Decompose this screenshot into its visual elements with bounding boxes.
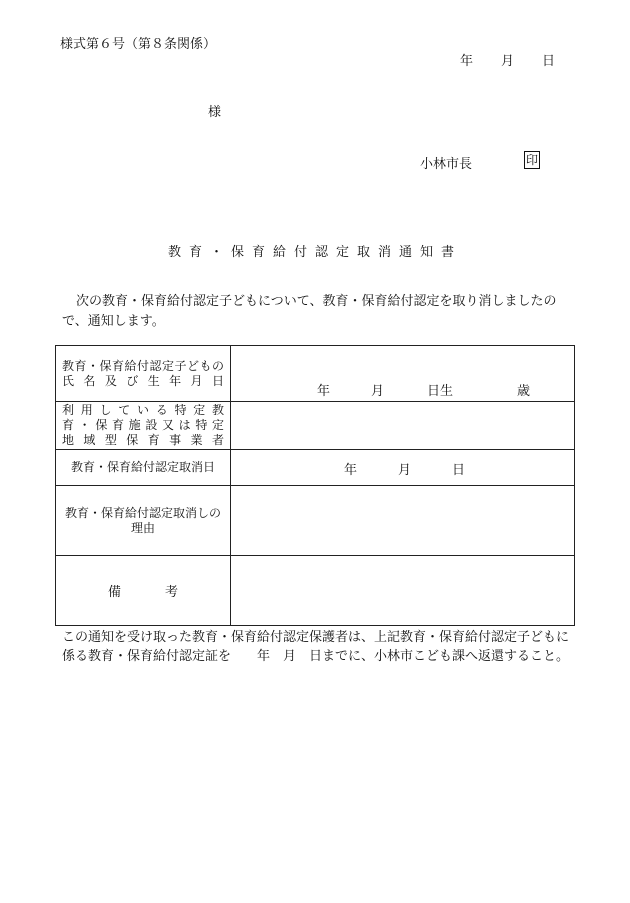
issue-date-day: 日 (542, 54, 556, 69)
birth-date (317, 380, 531, 399)
remarks-label: 備考 (107, 585, 222, 600)
cancel-day-unit: 日 (452, 462, 466, 478)
label-facility (56, 402, 231, 450)
child-name-birth-value (231, 346, 575, 402)
issue-date (460, 50, 555, 69)
birth-year-unit: 年 (317, 384, 331, 399)
issue-date-month: 月 (501, 54, 515, 69)
cancel-month-unit: 月 (398, 462, 412, 478)
label-remarks (56, 556, 231, 626)
label-line: 地域型保育事業者 (62, 433, 224, 447)
label-line: 育・保育施設又は特定 (62, 418, 224, 432)
facility-value (231, 402, 575, 450)
label-child-name-birth (56, 346, 231, 402)
table-row-child (56, 346, 575, 402)
label-line: 教育・保育給付認定取消しの理由 (64, 505, 221, 535)
issuer-name: 小林市長 (420, 157, 473, 172)
reason-value (231, 486, 575, 556)
addressee-suffix: 様 (208, 105, 222, 120)
return-instruction: この通知を受け取った教育・保育給付認定保護者は、上記教育・保育給付認定子どもに係る教育・保育給付認定証を 年 月 日までに、小林市こども課へ返還すること。 (62, 630, 570, 664)
cancel-date-value (231, 450, 575, 486)
table-row-facility (56, 402, 575, 450)
label-line: 教育・保育給付認定取消日 (70, 460, 215, 474)
table-row-reason (56, 486, 575, 556)
document-title: 教育・保育給付認定取消通知書 (167, 245, 462, 260)
cancel-year-unit: 年 (344, 462, 358, 478)
age-unit: 歳 (517, 384, 531, 399)
issue-date-year: 年 (460, 54, 474, 69)
table-row-cancel-date (56, 450, 575, 486)
remarks-value (231, 556, 575, 626)
label-line: 利用している特定教 (62, 403, 224, 417)
birth-month-unit: 月 (371, 384, 385, 399)
seal-mark: 印 (526, 153, 539, 167)
label-line: 氏名及び生年月日 (62, 373, 224, 388)
birth-day-unit: 日生 (427, 384, 454, 399)
cancel-date (231, 459, 574, 477)
form-number: 様式第６号（第８条関係） (60, 37, 217, 52)
notice-table (55, 345, 575, 626)
notice-body: 次の教育・保育給付認定子どもについて、教育・保育給付認定を取り消しましたので、通知します。 (62, 294, 557, 329)
label-cancel-date (56, 450, 231, 486)
table-row-remarks (56, 556, 575, 626)
label-reason (56, 486, 231, 556)
label-line: 教育・保育給付認定子どもの (62, 358, 224, 373)
